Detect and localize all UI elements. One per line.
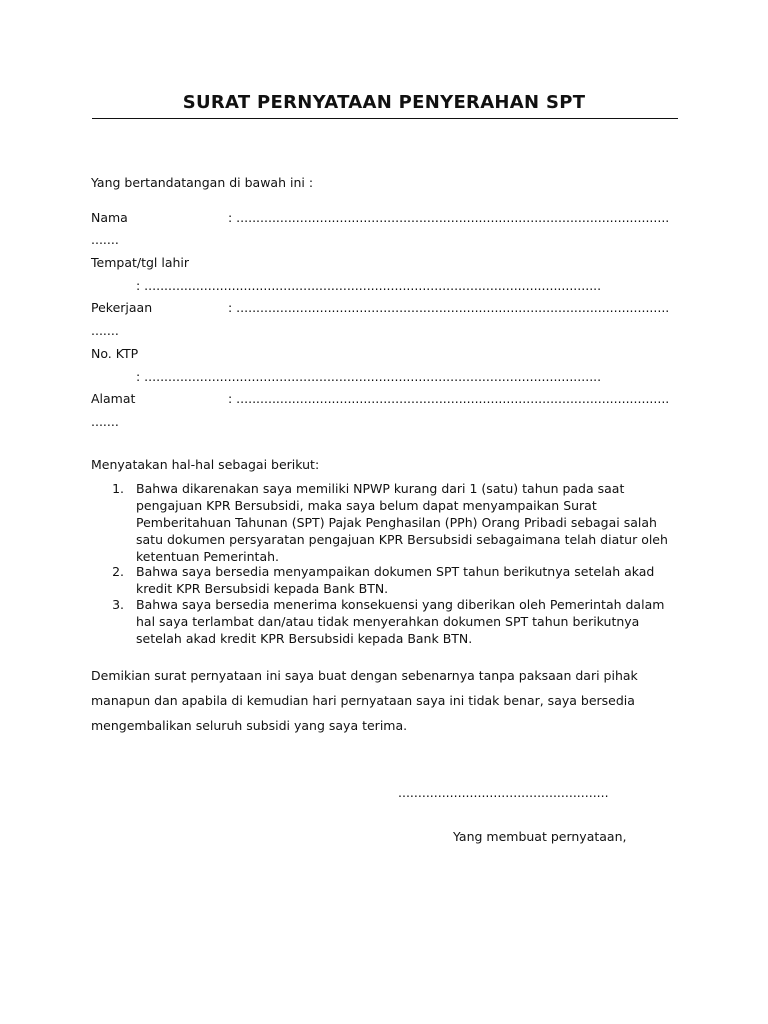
statement-line: Bahwa saya bersedia menyampaikan dokumen SPT tahun berikutnya setelah akad [136,564,655,579]
statement-number: 3. [112,597,124,612]
statement-line: Bahwa dikarenakan saya memiliki NPWP kurang dari 1 (satu) tahun pada saat [136,481,625,496]
statement-number: 1. [112,481,124,496]
statement-line: Pemberitahuan Tahunan (SPT) Pajak Penghasilan (PPh) Orang Pribadi sebagai salah [136,515,657,530]
statement-line: setelah akad kredit KPR Bersubsidi kepada Bank BTN. [136,631,473,646]
statement-line: satu dokumen persyaratan pengajuan KPR Bersubsidi sebagaimana telah diatur oleh [136,532,668,547]
field-value-tempat-tgl-lahir: : ................................................................................................................... [136,278,602,293]
field-label-pekerjaan: Pekerjaan [91,300,153,315]
field-label-nama: Nama [91,210,128,225]
field-value-nama: : ............................................................................................................. [228,210,670,225]
page-title: SURAT PERNYATAAN PENYERAHAN SPT [182,92,586,113]
field-label-alamat: Alamat [91,391,136,406]
statement-number: 2. [112,564,124,579]
field-value-alamat: : ............................................................................................................. [228,391,670,406]
closing-line: Demikian surat pernyataan ini saya buat dengan sebenarnya tanpa paksaan dari pihak [91,668,638,683]
field-label-tempat-tgl-lahir: Tempat/tgl lahir [91,255,190,270]
statement-line: hal saya terlambat dan/atau tidak menyerahkan dokumen SPT tahun berikutnya [136,614,640,629]
field-value-pekerjaan: : ............................................................................................................. [228,300,670,315]
signature-line: ..................................................... [398,785,609,800]
statements-intro: Menyatakan hal-hal sebagai berikut: [91,457,320,472]
field-wrap-pekerjaan: ....... [91,323,119,338]
closing-line: mengembalikan seluruh subsidi yang saya terima. [91,718,408,733]
statement-line: kredit KPR Bersubsidi kepada Bank BTN. [136,581,389,596]
statement-line: ketentuan Pemerintah. [136,549,280,564]
field-wrap-alamat: ....... [91,414,119,429]
field-wrap-nama: ....... [91,232,119,247]
title-underline [92,118,678,119]
signature-label: Yang membuat pernyataan, [453,829,627,844]
statement-line: Bahwa saya bersedia menerima konsekuensi yang diberikan oleh Pemerintah dalam [136,597,665,612]
closing-line: manapun dan apabila di kemudian hari pernyataan saya ini tidak benar, saya bersedia [91,693,635,708]
field-value-no-ktp: : ................................................................................................................... [136,369,602,384]
intro-text: Yang bertandatangan di bawah ini : [91,175,314,190]
field-label-no-ktp: No. KTP [91,346,139,361]
statement-line: pengajuan KPR Bersubsidi, maka saya belum dapat menyampaikan Surat [136,498,597,513]
